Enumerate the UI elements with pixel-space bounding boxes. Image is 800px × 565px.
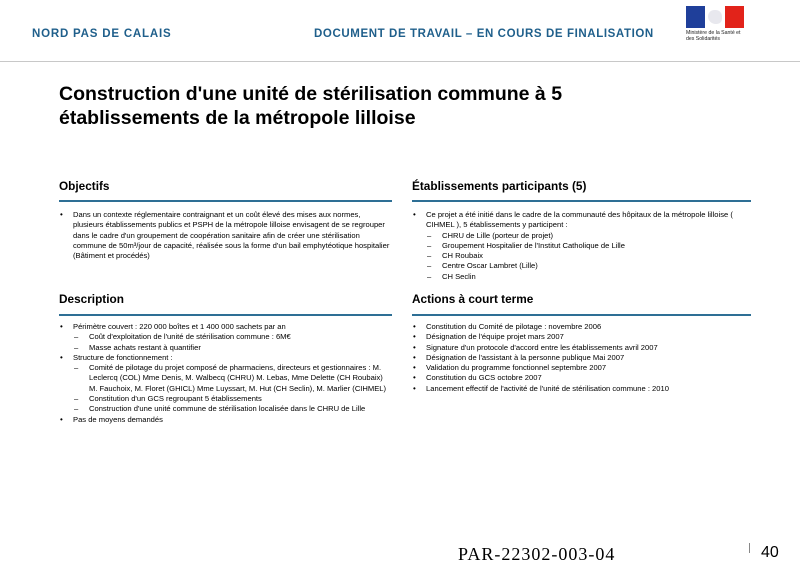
- page-number: 40: [761, 544, 779, 561]
- description-list-item: • Structure de fonctionnement :: [59, 353, 387, 363]
- actions-list-item: • Désignation de l'équipe projet mars 2007: [412, 332, 751, 342]
- actions-list-item: • Lancement effectif de l'activité de l'unité de stérilisation commune : 2010: [412, 384, 751, 394]
- section-rule-objectifs: [59, 200, 392, 202]
- section-title-objectifs: Objectifs: [59, 179, 110, 193]
- actions-list-item: • Signature d'un protocole d'accord entre les établissements avril 2007: [412, 343, 751, 353]
- description-list-item: • Pas de moyens demandés: [59, 415, 387, 425]
- actions-list: [412, 322, 751, 394]
- description-list: [59, 322, 387, 425]
- description-list-item: – Construction d'une unité commune de stérilisation localisée dans le CHRU de Lille: [59, 404, 387, 414]
- section-title-description: Description: [59, 292, 124, 306]
- document-status-label: DOCUMENT DE TRAVAIL – EN COURS DE FINALISATION: [314, 28, 654, 40]
- section-title-actions: Actions à court terme: [412, 292, 534, 306]
- actions-list-item: • Désignation de l'assistant à la personne publique Mai 2007: [412, 353, 751, 363]
- etablissements-list-item: – Groupement Hospitalier de l'Institut Catholique de Lille: [412, 241, 751, 251]
- footer-divider: [749, 543, 750, 553]
- actions-list-item: • Validation du programme fonctionnel septembre 2007: [412, 363, 751, 373]
- marianne-logo-icon: [686, 6, 744, 28]
- objectifs-list: [59, 210, 392, 261]
- section-rule-etablissements: [412, 200, 751, 202]
- ministry-logo-text: Ministère de la Santé et des Solidarités: [686, 30, 741, 43]
- etablissements-list-item: – CH Roubaix: [412, 251, 751, 261]
- page-header: [0, 0, 800, 62]
- etablissements-list-item: – Centre Oscar Lambret (Lille): [412, 261, 751, 271]
- objectifs-list-item: • Dans un contexte réglementaire contraignant et un coût élevé des mises aux normes, plusieurs établissements publics et PSPH de la métropole lilloise envisagent de se regrouper dans le cadre d'un groupement de coopération sanitaire afin de créer une stérilisation commune de 50m³/jour de capacité, réalisée sous la forme d'un bail emphytéotique hospitalier (Bâtiment et procédés): [59, 210, 392, 261]
- description-list-item: – Constitution d'un GCS regroupant 5 établissements: [59, 394, 387, 404]
- description-list-item: – Masse achats restant à quantifier: [59, 343, 387, 353]
- ministry-logo: [686, 6, 746, 58]
- section-rule-description: [59, 314, 392, 316]
- region-label: NORD PAS DE CALAIS: [32, 28, 172, 40]
- section-title-etablissements: Établissements participants (5): [412, 179, 587, 193]
- actions-list-item: • Constitution du GCS octobre 2007: [412, 373, 751, 383]
- section-rule-actions: [412, 314, 751, 316]
- etablissements-list: [412, 210, 751, 282]
- description-list-item: – Comité de pilotage du projet composé de pharmaciens, directeurs et gestionnaires : M. Leclercq (COL) Mme Denis, M. Walbecq (CHRU) M. Lebas, Mme Delette (CH Roubaix) M. Fauchoix, M. Floret (GHICL) Mme Luyssart, M. Hut (CH Seclin), M. Marlier (CIHMEL): [59, 363, 387, 394]
- actions-list-item: • Constitution du Comité de pilotage : novembre 2006: [412, 322, 751, 332]
- description-list-item: • Périmètre couvert : 220 000 boîtes et 1 400 000 sachets par an: [59, 322, 387, 332]
- document-code: PAR-22302-003-04: [458, 544, 616, 564]
- description-list-item: – Coût d'exploitation de l'unité de stérilisation commune : 6M€: [59, 332, 387, 342]
- etablissements-list-item: • Ce projet a été initié dans le cadre de la communauté des hôpitaux de la métropole lilloise ( CIHMEL ), 5 établissements y participent :: [412, 210, 751, 231]
- etablissements-list-item: – CH Seclin: [412, 272, 751, 282]
- page-title: Construction d'une unité de stérilisation commune à 5 établissements de la métropole lilloise: [59, 83, 563, 129]
- etablissements-list-item: – CHRU de Lille (porteur de projet): [412, 231, 751, 241]
